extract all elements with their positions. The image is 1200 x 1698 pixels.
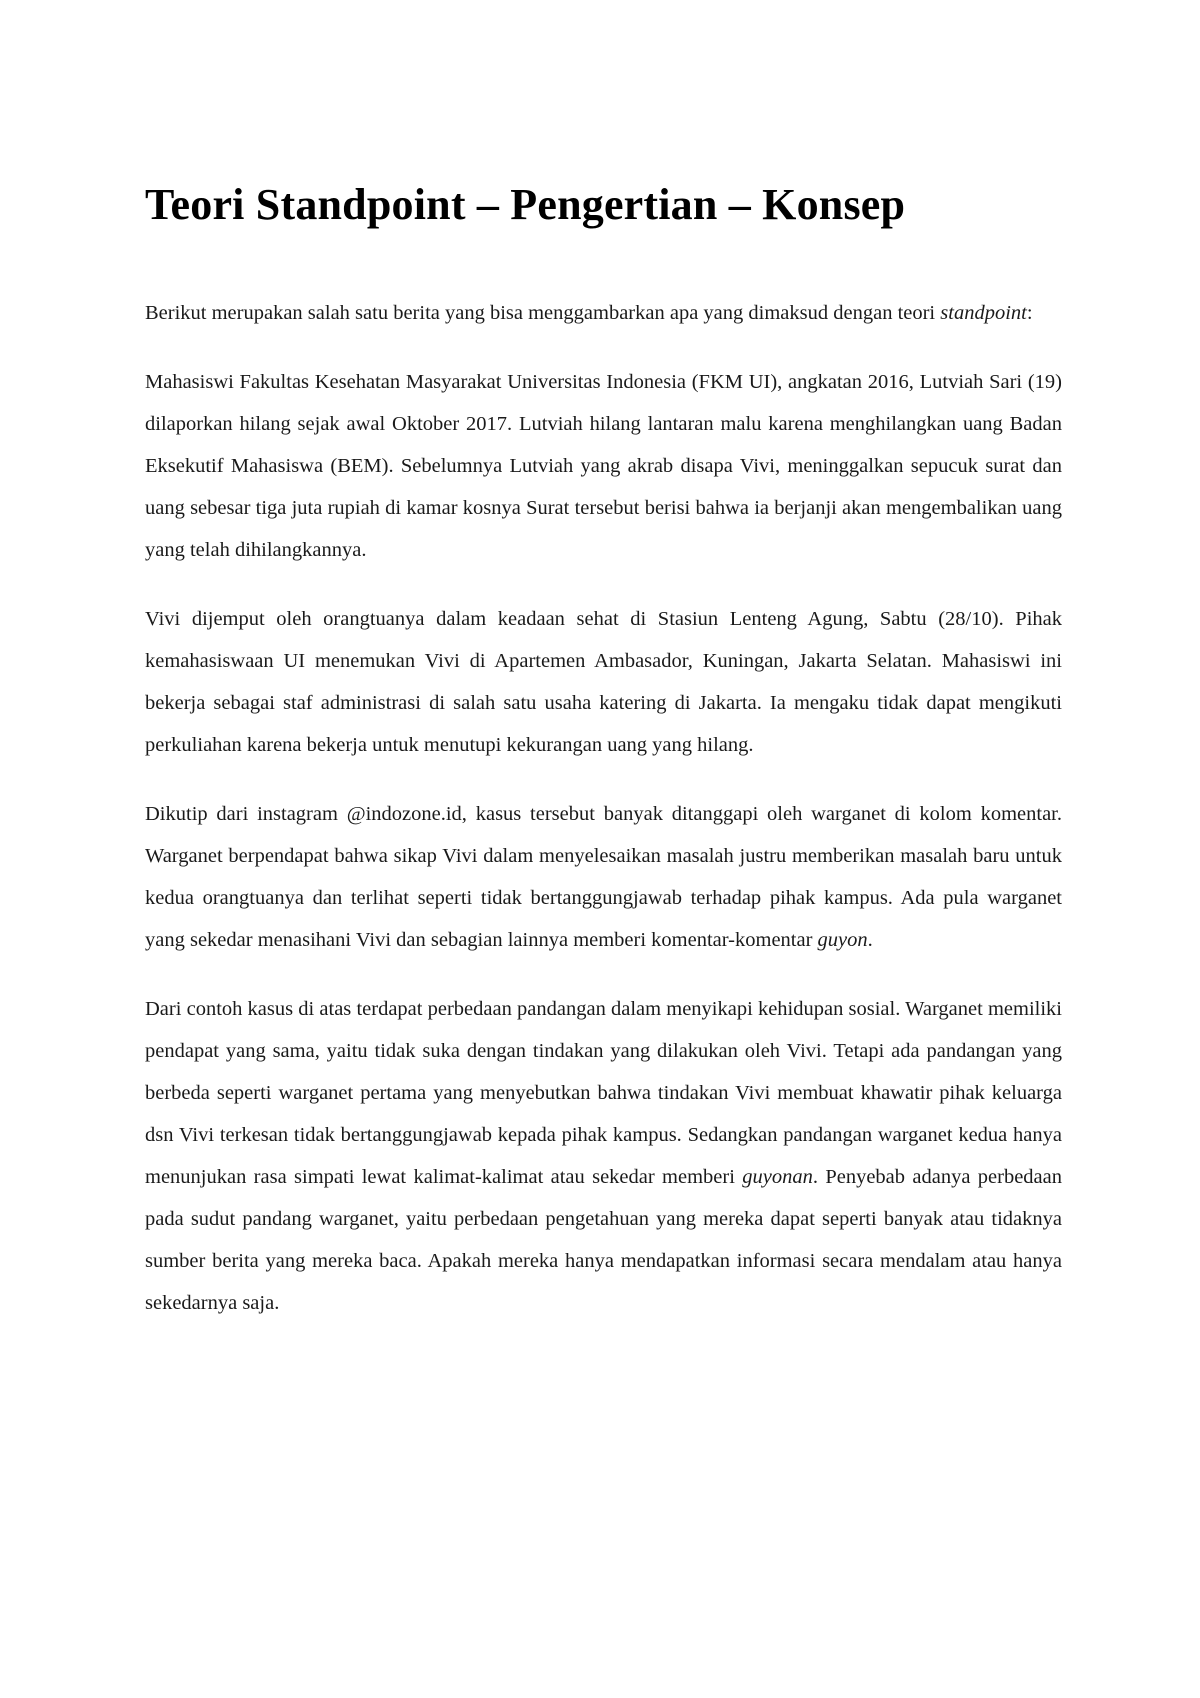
intro-text: Berikut merupakan salah satu berita yang bisa menggambarkan apa yang dimaksud dengan teori <box>145 302 941 324</box>
paragraph-3-text: Dikutip dari instagram @indozone.id, kasus tersebut banyak ditanggapi oleh warganet di kolom komentar. Warganet berpendapat bahwa sikap Vivi dalam menyelesaikan masalah justru memberikan masalah baru untuk kedua orangtuanya dan terlihat seperti tidak bertanggungjawab terhadap pihak kampus. Ada pula warganet yang sekedar menasihani Vivi dan sebagian lainnya memberi komentar-komentar <box>145 803 1062 951</box>
paragraph-4-text: Dari contoh kasus di atas terdapat perbedaan pandangan dalam menyikapi kehidupan sosial. Warganet memiliki pendapat yang sama, yaitu tidak suka dengan tindakan yang dilakukan oleh Vivi. Tetapi ada pandangan yang berbeda seperti warganet pertama yang menyebutkan bahwa tindakan Vivi membuat khawatir pihak keluarga dsn Vivi terkesan tidak bertanggungjawab kepada pihak kampus. Sedangkan pandangan warganet kedua hanya menunjukan rasa simpati lewat kalimat-kalimat atau sekedar memberi <box>145 998 1062 1188</box>
paragraph-3 <box>145 793 1062 961</box>
paragraph-4 <box>145 988 1062 1324</box>
document-title: Teori Standpoint – Pengertian – Konsep <box>145 180 906 229</box>
document-body <box>145 175 1062 1351</box>
paragraph-4-end: . Penyebab adanya perbedaan pada sudut pandang warganet, yaitu perbedaan pengetahuan yang mereka dapat seperti banyak atau tidaknya sumber berita yang mereka baca. Apakah mereka hanya mendapatkan informasi secara mendalam atau hanya sekedarnya saja. <box>145 1166 1062 1314</box>
intro-end: : <box>1026 302 1033 324</box>
paragraph-3-italic-term: guyon <box>817 929 868 951</box>
paragraph-1: Mahasiswi Fakultas Kesehatan Masyarakat Universitas Indonesia (FKM UI), angkatan 2016, Lutviah Sari (19) dilaporkan hilang sejak awal Oktober 2017. Lutviah hilang lantaran malu karena menghilangkan uang Badan Eksekutif Mahasiswa (BEM). Sebelumnya Lutviah yang akrab disapa Vivi, meninggalkan sepucuk surat dan uang sebesar tiga juta rupiah di kamar kosnya Surat tersebut berisi bahwa ia berjanji akan mengembalikan uang yang telah dihilangkannya. <box>145 371 1062 561</box>
paragraph-3-end: . <box>867 929 873 951</box>
paragraph-4-italic-term: guyonan <box>742 1166 813 1188</box>
intro-italic-term: standpoint <box>940 302 1027 324</box>
paragraph-2: Vivi dijemput oleh orangtuanya dalam keadaan sehat di Stasiun Lenteng Agung, Sabtu (28/10). Pihak kemahasiswaan UI menemukan Vivi di Apartemen Ambasador, Kuningan, Jakarta Selatan. Mahasiswi ini bekerja sebagai staf administrasi di salah satu usaha katering di Jakarta. Ia mengaku tidak dapat mengikuti perkuliahan karena bekerja untuk menutupi kekurangan uang yang hilang. <box>145 608 1062 756</box>
intro-paragraph <box>145 292 1062 334</box>
